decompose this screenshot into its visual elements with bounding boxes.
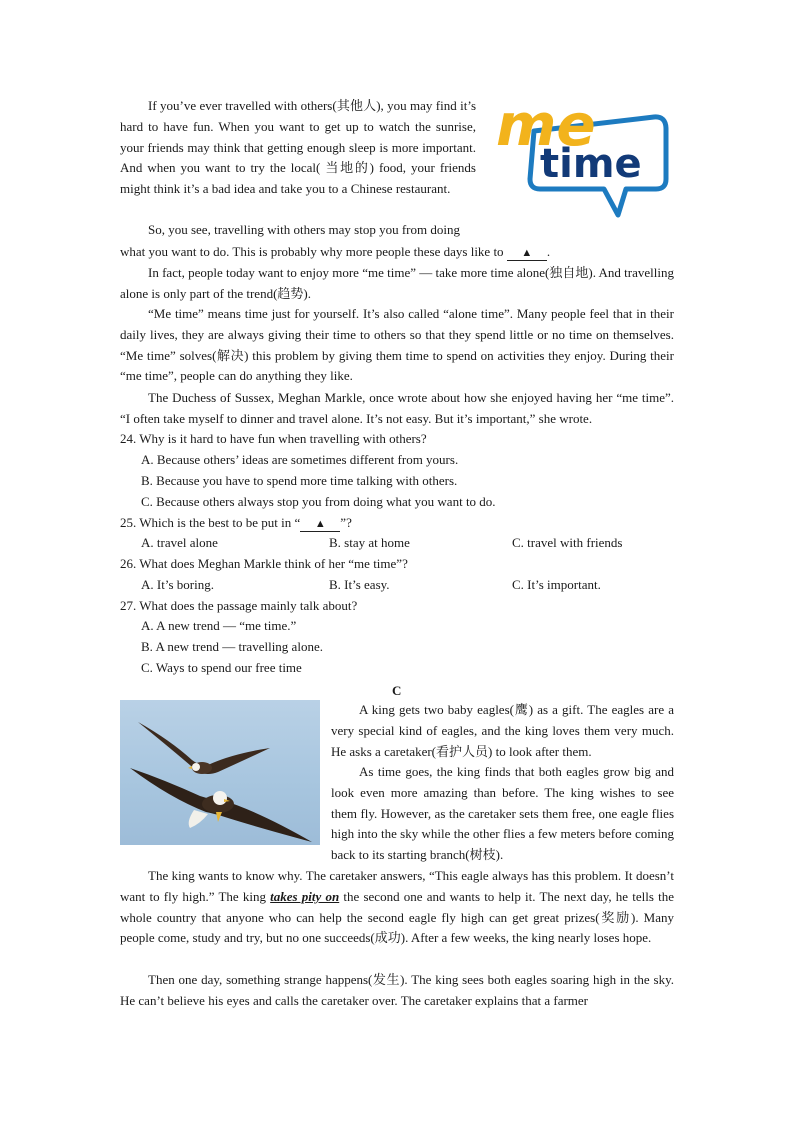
q26-option-c: C. It’s important. — [512, 577, 601, 592]
q27-option-b: B. A new trend — travelling alone. — [141, 639, 323, 654]
q27-option-c: C. Ways to spend our free time — [141, 660, 302, 675]
blank-marker: ▲ — [507, 246, 547, 261]
q25-stem-start: 25. Which is the best to be put in “ — [120, 515, 301, 530]
passage-b-paragraph-3: In fact, people today want to enjoy more “me time” — take more time alone(独自地). And travelling alone is only part of the trend(趋势). — [120, 265, 674, 301]
phrase-takes-pity-on: takes pity on — [270, 888, 340, 904]
blank-marker: ▲ — [300, 517, 340, 532]
passage-b-paragraph-1: If you’ve ever travelled with others(其他人), you may find it’s hard to have fun. When you want to get up to watch the sunrise, your friends may think that getting enough sleep is more important. And when you want to try the local( 当地的) food, your friends might think it’s a bad idea and take you to a Chinese restaurant. — [120, 98, 476, 197]
eagles-photo — [120, 700, 320, 845]
question-26: 26. What does Meghan Markle think of her “me time”? — [120, 556, 408, 571]
passage-b-text: what you want to do. This is probably why more people these days like to — [120, 244, 504, 259]
me-time-logo — [494, 93, 670, 223]
q25-option-b: B. stay at home — [329, 535, 410, 550]
eagle-lower — [130, 768, 312, 842]
eagle-upper — [138, 722, 270, 774]
passage-c-paragraph-1: A king gets two baby eagles(鹰) as a gift. The eagles are a very special kind of eagles, and the king loves them very much. He asks a caretaker(看护人员) to look after them. — [331, 702, 674, 759]
passage-b-period: . — [546, 244, 551, 259]
passage-b-paragraph-5: The Duchess of Sussex, Meghan Markle, once wrote about how she enjoyed having her “me time”. “I often take myself to dinner and travel alone. It’s not easy. But it’s important,” she wrote. — [120, 390, 674, 426]
passage-c-paragraph-4: Then one day, something strange happens(发生). The king sees both eagles soaring high in the sky. He can’t believe his eyes and calls the caretaker over. The caretaker explains that a farmer — [120, 972, 674, 1008]
q25-option-a: A. travel alone — [141, 535, 218, 550]
q24-option-c: C. Because others always stop you from doing what you want to do. — [141, 494, 496, 509]
q26-option-b: B. It’s easy. — [329, 577, 390, 592]
q25-stem-end: ”? — [340, 515, 352, 530]
passage-c-paragraph-2: As time goes, the king finds that both eagles grow big and look even more amazing than before. The king wishes to see them fly. However, as the caretaker sets them free, one eagle flies high into the sky while the other flies a few meters before coming back to its starting branch(树枝). — [331, 764, 674, 863]
passage-b-paragraph-2a: So, you see, travelling with others may stop you from doing — [148, 222, 460, 237]
q27-option-a: A. A new trend — “me time.” — [141, 618, 297, 633]
passage-b-paragraph-2b — [120, 242, 550, 262]
passage-c-p3-start: The king wants to know why. The caretaker answers, “This eagle always has this problem. It doesn’t want to fly high.” The king — [120, 868, 674, 904]
q26-option-a: A. It’s boring. — [141, 577, 214, 592]
question-24: 24. Why is it hard to have fun when travelling with others? — [120, 431, 427, 446]
q24-option-a: A. Because others’ ideas are sometimes different from yours. — [141, 452, 459, 467]
logo-word-me: me — [496, 93, 596, 159]
logo-word-time: time — [540, 141, 642, 187]
question-27: 27. What does the passage mainly talk about? — [120, 598, 358, 613]
q25-option-c: C. travel with friends — [512, 535, 623, 550]
passage-c-paragraph-3 — [120, 866, 674, 949]
passage-c-p3-end: the second one and wants to help it. The next day, he tells the whole country that anyone who can help the second eagle fly high can get great prizes(奖励). Many people come, study and try, but no one succeeds(成功). After a few weeks, the king nearly loses hope. — [120, 888, 675, 946]
q24-option-b: B. Because you have to spend more time talking with others. — [141, 473, 458, 488]
passage-b-paragraph-4: “Me time” means time just for yourself. It’s also called “alone time”. Many people feel that in their daily lives, they are always giving their time to others so that they spend little or no time on themselves. “Me time” solves(解决) this problem by giving them time to spend on activities they enjoy. During their “me time”, people can do anything they like. — [120, 306, 674, 384]
section-heading-c: C — [392, 683, 402, 698]
question-25 — [120, 513, 352, 533]
